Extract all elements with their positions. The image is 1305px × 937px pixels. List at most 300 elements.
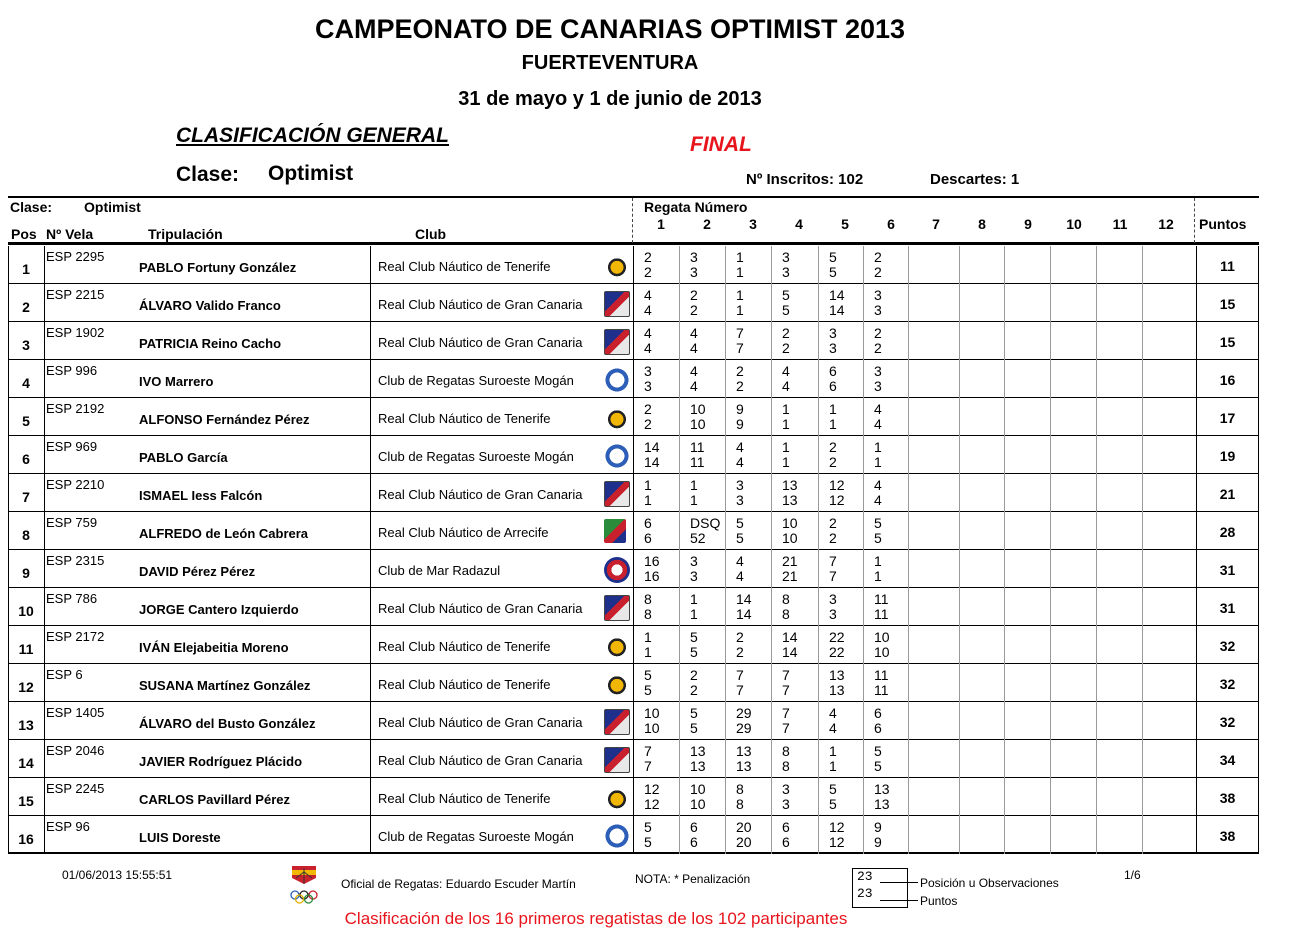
race-position-value: 4 xyxy=(644,287,652,303)
race-position-value: 6 xyxy=(874,705,882,721)
race-cell-border xyxy=(771,816,772,854)
race-cell-border xyxy=(1142,778,1143,816)
race-cell-border xyxy=(1142,246,1143,284)
race-cell-border xyxy=(1096,398,1097,436)
race-cell-border xyxy=(818,398,819,436)
cell-border xyxy=(8,474,9,512)
race-cell-border xyxy=(1096,246,1097,284)
sailor-name-cell: ÁLVARO del Busto González xyxy=(139,716,316,731)
race-position-value: 9 xyxy=(736,401,744,417)
race-position-value: 12 xyxy=(829,819,845,835)
race-cell-border xyxy=(818,816,819,854)
sail-number-cell: ESP 1405 xyxy=(46,705,105,720)
club-name-cell: Club de Regatas Suroeste Mogán xyxy=(378,449,574,464)
race-cell-border xyxy=(1096,626,1097,664)
cell-border xyxy=(370,626,371,664)
cell-border xyxy=(1258,284,1259,322)
race-number-header: 8 xyxy=(978,216,986,232)
rcn-tenerife-logo xyxy=(604,785,630,811)
race-position-value: 10 xyxy=(690,401,706,417)
race-position-value: 5 xyxy=(782,287,790,303)
total-points-cell: 11 xyxy=(1220,258,1235,274)
race-position-value: 8 xyxy=(644,591,652,607)
cell-border xyxy=(44,322,45,360)
race-cell-border xyxy=(771,284,772,322)
race-cell-border xyxy=(725,550,726,588)
cell-border xyxy=(370,246,371,284)
cell-border xyxy=(44,284,45,322)
cell-border xyxy=(1196,550,1197,588)
race-cell-border xyxy=(1004,816,1005,854)
race-cell-border xyxy=(725,626,726,664)
race-position-value: 5 xyxy=(874,743,882,759)
race-points-value: 6 xyxy=(644,530,652,546)
race-position-value: 2 xyxy=(690,667,698,683)
club-name-cell: Real Club Náutico de Tenerife xyxy=(378,791,551,806)
race-points-value: 7 xyxy=(736,340,744,356)
sailor-name-cell: PABLO García xyxy=(139,450,228,465)
race-cell-border xyxy=(863,474,864,512)
race-cell-border xyxy=(1050,322,1051,360)
race-cell-border xyxy=(679,360,680,398)
cell-border xyxy=(1196,778,1197,816)
cell-border xyxy=(370,702,371,740)
race-cell-border xyxy=(1050,778,1051,816)
position-cell: 4 xyxy=(22,375,30,391)
race-points-value: 3 xyxy=(829,340,837,356)
race-cell-border xyxy=(1142,436,1143,474)
sailor-name-cell: IVO Marrero xyxy=(139,374,214,389)
sail-number-cell: ESP 2192 xyxy=(46,401,105,416)
club-name-cell: Club de Regatas Suroeste Mogán xyxy=(378,829,574,844)
race-cell-border xyxy=(725,664,726,702)
race-cell-border xyxy=(908,398,909,436)
race-position-value: 8 xyxy=(782,743,790,759)
cell-border xyxy=(44,740,45,778)
race-cell-border xyxy=(1004,246,1005,284)
race-number-header: 6 xyxy=(887,216,895,232)
document-subtitle: FUERTEVENTURA xyxy=(521,52,699,74)
race-points-value: 5 xyxy=(644,682,652,698)
race-cell-border xyxy=(818,322,819,360)
race-position-value: 3 xyxy=(736,477,744,493)
race-position-value: 2 xyxy=(690,287,698,303)
race-cell-border xyxy=(863,246,864,284)
rcn-gran-canaria-logo xyxy=(604,291,630,317)
race-position-value: 10 xyxy=(644,705,660,721)
cell-border xyxy=(633,322,634,360)
race-position-value: 9 xyxy=(874,819,882,835)
cell-border xyxy=(8,778,9,816)
race-cell-border xyxy=(1142,664,1143,702)
sailor-name-cell: SUSANA Martínez González xyxy=(139,678,311,693)
race-cell-border xyxy=(908,246,909,284)
race-position-value: 3 xyxy=(829,325,837,341)
race-points-value: 4 xyxy=(736,454,744,470)
race-points-value: 5 xyxy=(874,530,882,546)
race-points-value: 10 xyxy=(690,796,706,812)
race-cell-border xyxy=(1096,702,1097,740)
rcn-gran-canaria-logo xyxy=(604,481,630,507)
race-points-value: 3 xyxy=(874,302,882,318)
race-cell-border xyxy=(818,246,819,284)
cr-mogan-logo xyxy=(604,443,630,469)
race-cell-border xyxy=(959,702,960,740)
race-position-value: 3 xyxy=(782,249,790,265)
race-position-value: 10 xyxy=(782,515,798,531)
cell-border xyxy=(1196,740,1197,778)
club-name-cell: Real Club Náutico de Gran Canaria xyxy=(378,715,583,730)
cell-border xyxy=(1258,398,1259,436)
cell-border xyxy=(633,550,634,588)
club-name-cell: Real Club Náutico de Tenerife xyxy=(378,259,551,274)
race-points-value: 10 xyxy=(782,530,798,546)
sail-number-cell: ESP 96 xyxy=(46,819,90,834)
race-position-value: 2 xyxy=(644,401,652,417)
race-position-value: 1 xyxy=(874,553,882,569)
race-points-value: 7 xyxy=(782,720,790,736)
club-name-cell: Club de Mar Radazul xyxy=(378,563,501,578)
race-position-value: 16 xyxy=(644,553,660,569)
race-cell-border xyxy=(1050,588,1051,626)
cell-border xyxy=(633,588,634,626)
race-position-value: 1 xyxy=(782,439,790,455)
regata-divider-left xyxy=(632,198,633,243)
col-header-sail: Nº Vela xyxy=(46,226,94,242)
cell-border xyxy=(8,550,9,588)
race-points-value: 2 xyxy=(874,340,882,356)
race-points-value: 2 xyxy=(782,340,790,356)
cell-border xyxy=(1258,702,1259,740)
race-cell-border xyxy=(1096,816,1097,854)
legend-points-value: 23 xyxy=(857,886,873,901)
race-cell-border xyxy=(908,360,909,398)
race-points-value: 29 xyxy=(736,720,752,736)
cell-border xyxy=(633,816,634,854)
cell-border xyxy=(1258,550,1259,588)
rcn-gran-canaria-logo xyxy=(604,747,630,773)
race-position-value: 14 xyxy=(644,439,660,455)
race-cell-border xyxy=(1050,816,1051,854)
race-points-value: 3 xyxy=(690,264,698,280)
race-cell-border xyxy=(771,512,772,550)
race-cell-border xyxy=(1096,740,1097,778)
sailor-name-cell: ÁLVARO Valido Franco xyxy=(139,298,281,313)
race-cell-border xyxy=(771,588,772,626)
race-position-value: 5 xyxy=(690,629,698,645)
race-cell-border xyxy=(679,322,680,360)
race-points-value: 2 xyxy=(736,378,744,394)
race-position-value: 1 xyxy=(736,249,744,265)
total-points-cell: 32 xyxy=(1219,714,1236,730)
race-position-value: 3 xyxy=(690,249,698,265)
race-number-header: 10 xyxy=(1066,216,1082,232)
cell-border xyxy=(370,512,371,550)
race-cell-border xyxy=(818,702,819,740)
cell-border xyxy=(370,778,371,816)
race-cell-border xyxy=(725,588,726,626)
race-points-value: 7 xyxy=(829,568,837,584)
race-cell-border xyxy=(959,512,960,550)
race-cell-border xyxy=(959,626,960,664)
race-position-value: 7 xyxy=(782,667,790,683)
cell-border xyxy=(1196,664,1197,702)
col-header-club: Club xyxy=(415,226,447,242)
race-points-value: 2 xyxy=(829,454,837,470)
race-points-value: 12 xyxy=(829,492,845,508)
race-points-value: 2 xyxy=(736,644,744,660)
race-points-value: 3 xyxy=(644,378,652,394)
sail-number-cell: ESP 969 xyxy=(46,439,98,454)
race-cell-border xyxy=(679,664,680,702)
race-cell-border xyxy=(1142,512,1143,550)
cell-border xyxy=(633,474,634,512)
sail-number-cell: ESP 6 xyxy=(46,667,83,682)
race-points-value: 3 xyxy=(782,264,790,280)
cell-border xyxy=(633,664,634,702)
sail-number-cell: ESP 2295 xyxy=(46,249,105,264)
sail-number-cell: ESP 2172 xyxy=(46,629,105,644)
rcn-arrecife-logo xyxy=(604,519,626,543)
race-points-value: 2 xyxy=(644,264,652,280)
race-position-value: 5 xyxy=(874,515,882,531)
race-position-value: 1 xyxy=(690,591,698,607)
penalty-note: NOTA: * Penalización xyxy=(635,872,751,886)
race-points-value: 13 xyxy=(736,758,752,774)
race-cell-border xyxy=(771,360,772,398)
cell-border xyxy=(633,702,634,740)
cell-border xyxy=(370,284,371,322)
race-position-value: 7 xyxy=(829,553,837,569)
cell-border xyxy=(1196,512,1197,550)
race-cell-border xyxy=(679,816,680,854)
race-cell-border xyxy=(1142,322,1143,360)
sailor-name-cell: JORGE Cantero Izquierdo xyxy=(139,602,299,617)
race-cell-border xyxy=(863,512,864,550)
club-name-cell: Real Club Náutico de Gran Canaria xyxy=(378,601,583,616)
race-cell-border xyxy=(818,360,819,398)
race-cell-border xyxy=(679,778,680,816)
race-points-value: 7 xyxy=(782,682,790,698)
race-points-value: 9 xyxy=(736,416,744,432)
sailor-name-cell: PABLO Fortuny González xyxy=(139,260,297,275)
race-points-value: 4 xyxy=(690,340,698,356)
race-points-value: 1 xyxy=(736,302,744,318)
race-position-value: 13 xyxy=(782,477,798,493)
cell-border xyxy=(44,436,45,474)
race-cell-border xyxy=(725,778,726,816)
race-position-value: 6 xyxy=(644,515,652,531)
race-cell-border xyxy=(959,284,960,322)
table-row xyxy=(8,436,1259,474)
race-points-value: 5 xyxy=(690,720,698,736)
sailor-name-cell: LUIS Doreste xyxy=(139,830,221,845)
race-points-value: 8 xyxy=(644,606,652,622)
race-position-value: 11 xyxy=(874,667,889,683)
col-header-crew: Tripulación xyxy=(148,226,223,242)
cell-border xyxy=(1196,398,1197,436)
race-position-value: 7 xyxy=(736,667,744,683)
race-cell-border xyxy=(771,778,772,816)
table-clase-value: Optimist xyxy=(84,199,141,215)
race-position-value: 5 xyxy=(644,819,652,835)
race-cell-border xyxy=(679,588,680,626)
cell-border xyxy=(1258,360,1259,398)
cell-border xyxy=(44,474,45,512)
race-position-value: 2 xyxy=(782,325,790,341)
race-position-value: 4 xyxy=(736,553,744,569)
race-number-header: 4 xyxy=(795,216,803,232)
rcn-tenerife-logo xyxy=(604,633,630,659)
table-row xyxy=(8,284,1259,322)
col-header-points: Puntos xyxy=(1199,216,1247,232)
race-cell-border xyxy=(1096,322,1097,360)
race-cell-border xyxy=(959,360,960,398)
race-points-value: 1 xyxy=(782,416,790,432)
race-cell-border xyxy=(1142,626,1143,664)
race-cell-border xyxy=(1004,626,1005,664)
cell-border xyxy=(44,588,45,626)
legend-points-line xyxy=(880,900,918,901)
sail-number-cell: ESP 2210 xyxy=(46,477,105,492)
race-cell-border xyxy=(818,778,819,816)
cell-border xyxy=(8,740,9,778)
race-points-value: 7 xyxy=(644,758,652,774)
race-cell-border xyxy=(818,284,819,322)
sailor-name-cell: IVÁN Elejabeitia Moreno xyxy=(139,640,289,655)
race-position-value: 4 xyxy=(690,363,698,379)
race-points-value: 20 xyxy=(736,834,752,850)
race-points-value: 4 xyxy=(782,378,790,394)
race-position-value: 3 xyxy=(690,553,698,569)
cell-border xyxy=(8,664,9,702)
race-cell-border xyxy=(1050,702,1051,740)
cell-border xyxy=(1258,778,1259,816)
race-position-value: 12 xyxy=(644,781,660,797)
table-top-border xyxy=(8,196,1259,198)
race-cell-border xyxy=(863,702,864,740)
table-row xyxy=(8,664,1259,702)
cell-border xyxy=(633,512,634,550)
cell-border xyxy=(44,360,45,398)
race-position-value: 2 xyxy=(736,363,744,379)
position-cell: 15 xyxy=(18,793,34,809)
race-position-value: 5 xyxy=(690,705,698,721)
cell-border xyxy=(633,778,634,816)
cell-border xyxy=(8,246,9,284)
table-header-border xyxy=(8,242,1259,245)
race-cell-border xyxy=(908,702,909,740)
sailor-name-cell: ALFREDO de León Cabrera xyxy=(139,526,309,541)
race-cell-border xyxy=(1096,512,1097,550)
table-row xyxy=(8,588,1259,626)
race-points-value: 3 xyxy=(782,796,790,812)
general-classification-title: CLASIFICACIÓN GENERAL xyxy=(176,124,449,147)
race-points-value: 52 xyxy=(690,530,706,546)
race-cell-border xyxy=(1004,436,1005,474)
cell-border xyxy=(370,740,371,778)
race-points-value: 6 xyxy=(782,834,790,850)
cell-border xyxy=(1258,588,1259,626)
cell-border xyxy=(44,702,45,740)
race-position-value: 11 xyxy=(874,591,889,607)
race-cell-border xyxy=(1004,474,1005,512)
race-points-value: 4 xyxy=(690,378,698,394)
rcn-tenerife-logo xyxy=(604,405,630,431)
race-points-value: 13 xyxy=(782,492,798,508)
race-points-value: 22 xyxy=(829,644,845,660)
race-cell-border xyxy=(908,322,909,360)
cell-border xyxy=(8,284,9,322)
race-position-value: 4 xyxy=(736,439,744,455)
race-number-header: 2 xyxy=(703,216,711,232)
race-position-value: 1 xyxy=(644,477,652,493)
race-position-value: 4 xyxy=(874,477,882,493)
race-points-value: 6 xyxy=(690,834,698,850)
race-cell-border xyxy=(1004,778,1005,816)
race-cell-border xyxy=(1050,664,1051,702)
cell-border xyxy=(8,398,9,436)
race-points-value: 7 xyxy=(736,682,744,698)
race-position-value: 1 xyxy=(736,287,744,303)
cell-border xyxy=(370,436,371,474)
race-points-value: 11 xyxy=(874,682,889,698)
table-row xyxy=(8,512,1259,550)
race-position-value: 1 xyxy=(644,629,652,645)
race-cell-border xyxy=(1142,398,1143,436)
race-cell-border xyxy=(771,246,772,284)
club-name-cell: Real Club Náutico de Tenerife xyxy=(378,677,551,692)
position-cell: 7 xyxy=(22,489,30,505)
total-points-cell: 28 xyxy=(1219,524,1236,540)
race-cell-border xyxy=(1096,284,1097,322)
race-cell-border xyxy=(1004,360,1005,398)
table-row xyxy=(8,550,1259,588)
race-cell-border xyxy=(1004,550,1005,588)
race-points-value: 8 xyxy=(782,758,790,774)
race-cell-border xyxy=(1050,284,1051,322)
race-position-value: 6 xyxy=(829,363,837,379)
legend-position-line xyxy=(880,882,918,883)
race-cell-border xyxy=(1004,512,1005,550)
race-position-value: 4 xyxy=(874,401,882,417)
race-points-value: 1 xyxy=(829,416,837,432)
race-points-value: 4 xyxy=(829,720,837,736)
race-cell-border xyxy=(725,360,726,398)
race-position-value: 5 xyxy=(644,667,652,683)
cell-border xyxy=(370,816,371,854)
cell-border xyxy=(44,664,45,702)
race-cell-border xyxy=(679,436,680,474)
position-cell: 14 xyxy=(18,755,34,771)
total-points-cell: 38 xyxy=(1219,828,1236,844)
race-points-value: 4 xyxy=(874,492,882,508)
cell-border xyxy=(44,246,45,284)
race-cell-border xyxy=(725,512,726,550)
cell-border xyxy=(1196,474,1197,512)
cell-border xyxy=(370,322,371,360)
total-points-cell: 15 xyxy=(1219,334,1236,350)
race-points-value: 5 xyxy=(874,758,882,774)
total-points-cell: 32 xyxy=(1219,638,1236,654)
race-cell-border xyxy=(679,398,680,436)
race-cell-border xyxy=(725,474,726,512)
race-points-value: 1 xyxy=(690,606,698,622)
race-position-value: DSQ xyxy=(690,515,721,531)
race-cell-border xyxy=(1050,474,1051,512)
race-cell-border xyxy=(959,474,960,512)
rcn-tenerife-logo xyxy=(604,253,630,279)
